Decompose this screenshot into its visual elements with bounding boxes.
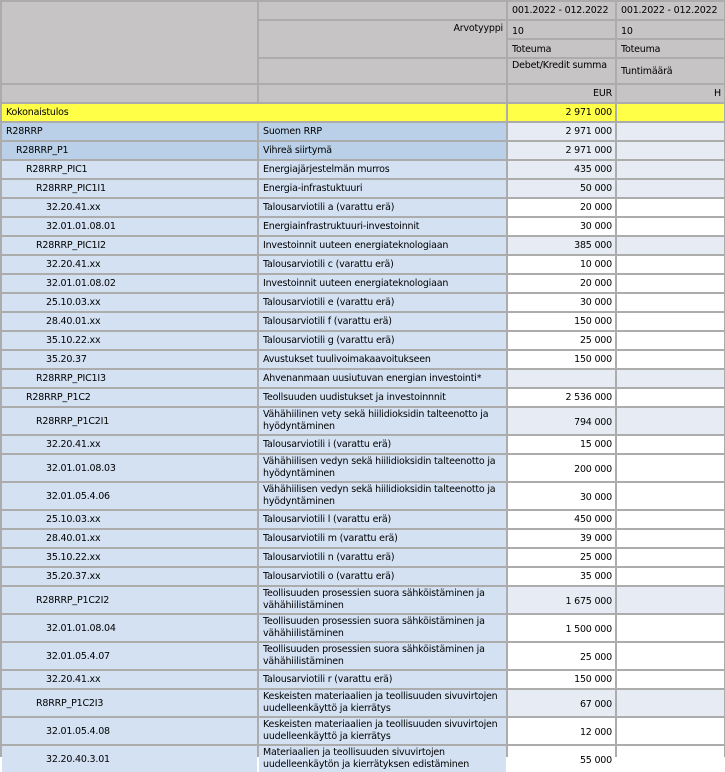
row-value[interactable]: 450 000 — [508, 511, 615, 528]
row-code[interactable]: 28.40.01.xx — [2, 530, 257, 547]
row-value[interactable] — [508, 370, 615, 387]
row-name: Vähähiilinen vety sekä hiilidioksidin talteenotto ja hyödyntäminen — [259, 408, 506, 434]
row-name: Talousarviotili l (varattu erä) — [259, 511, 506, 528]
header-label-measure — [259, 59, 506, 83]
row-name: Talousarviotili f (varattu erä) — [259, 313, 506, 330]
row-name: Keskeisten materiaalien ja teollisuuden sivuvirtojen uudelleenkäyttö ja kierrätys — [259, 690, 506, 716]
row-hours[interactable] — [617, 511, 724, 528]
row-hours[interactable] — [617, 218, 724, 235]
row-value[interactable]: 50 000 — [508, 180, 615, 197]
row-code[interactable]: 32.20.41.xx — [2, 256, 257, 273]
row-name: Ahvenanmaan uusiutuvan energian investointi* — [259, 370, 506, 387]
row-hours[interactable] — [617, 568, 724, 585]
row-name: Talousarviotili a (varattu erä) — [259, 199, 506, 216]
row-hours[interactable] — [617, 549, 724, 566]
row-hours[interactable] — [617, 161, 724, 178]
row-value[interactable]: 12 000 — [508, 718, 615, 744]
row-value[interactable]: 150 000 — [508, 313, 615, 330]
row-hours[interactable] — [617, 483, 724, 509]
row-value[interactable]: 2 971 000 — [508, 142, 615, 159]
row-hours[interactable] — [617, 615, 724, 641]
row-hours[interactable] — [617, 746, 724, 772]
row-value[interactable]: 67 000 — [508, 690, 615, 716]
row-name: Vihreä siirtymä — [259, 142, 506, 159]
row-value[interactable]: 385 000 — [508, 237, 615, 254]
total-value[interactable]: 2 971 000 — [508, 104, 615, 121]
row-value[interactable]: 35 000 — [508, 568, 615, 585]
row-name: Materiaalien ja teollisuuden sivuvirtojen uudelleenkäytön ja kierrätyksen edistäminen — [259, 746, 506, 772]
header-corner — [2, 2, 257, 83]
header-corner-unit-row — [2, 85, 257, 102]
row-hours[interactable] — [617, 671, 724, 688]
row-name: Energiainfrastruktuuri-investoinnit — [259, 218, 506, 235]
row-value[interactable]: 150 000 — [508, 671, 615, 688]
row-hours[interactable] — [617, 690, 724, 716]
header-label-unit — [259, 85, 506, 102]
row-value[interactable]: 30 000 — [508, 218, 615, 235]
row-code[interactable]: 35.20.37 — [2, 351, 257, 368]
row-value[interactable]: 25 000 — [508, 549, 615, 566]
row-code[interactable]: R28RRP_PIC1I1 — [2, 180, 257, 197]
period-col2[interactable]: 001.2022 - 012.2022 — [617, 2, 724, 19]
row-code[interactable]: R28RRP_P1 — [2, 142, 257, 159]
measure-col2[interactable]: Tuntimäärä — [617, 59, 724, 83]
row-name: Talousarviotili e (varattu erä) — [259, 294, 506, 311]
row-name: Energia-infrastuktuuri — [259, 180, 506, 197]
row-code[interactable]: 32.20.41.xx — [2, 199, 257, 216]
row-value[interactable]: 10 000 — [508, 256, 615, 273]
row-hours[interactable] — [617, 294, 724, 311]
category-col2[interactable]: Toteuma — [617, 40, 724, 57]
row-name: Teollisuuden prosessien suora sähköistäminen ja vähähiilistäminen — [259, 587, 506, 613]
row-name: Investoinnit uuteen energiateknologiaan — [259, 237, 506, 254]
row-value[interactable]: 39 000 — [508, 530, 615, 547]
row-code[interactable]: R8RRP_P1C2I3 — [2, 690, 257, 716]
row-value[interactable]: 20 000 — [508, 275, 615, 292]
total-hours[interactable] — [617, 104, 724, 121]
row-value[interactable]: 1 500 000 — [508, 615, 615, 641]
row-code[interactable]: 32.01.01.08.02 — [2, 275, 257, 292]
row-hours[interactable] — [617, 718, 724, 744]
row-name: Talousarviotili g (varattu erä) — [259, 332, 506, 349]
row-value[interactable]: 1 675 000 — [508, 587, 615, 613]
row-value[interactable]: 2 536 000 — [508, 389, 615, 406]
row-name: Vähähiilisen vedyn sekä hiilidioksidin talteenotto ja hyödyntäminen — [259, 455, 506, 481]
row-code[interactable]: 32.20.41.xx — [2, 671, 257, 688]
row-code[interactable]: 32.01.01.08.01 — [2, 218, 257, 235]
row-name: Suomen RRP — [259, 123, 506, 140]
row-hours[interactable] — [617, 256, 724, 273]
row-value[interactable]: 15 000 — [508, 436, 615, 453]
row-value[interactable]: 25 000 — [508, 643, 615, 669]
row-hours[interactable] — [617, 408, 724, 434]
row-code[interactable]: 32.01.05.4.08 — [2, 718, 257, 744]
row-hours[interactable] — [617, 199, 724, 216]
category-col1[interactable]: Toteuma — [508, 40, 615, 57]
row-name: Investoinnit uuteen energiateknologiaan — [259, 275, 506, 292]
value-type-label: Arvotyyppi — [259, 21, 506, 57]
period-col1[interactable]: 001.2022 - 012.2022 — [508, 2, 615, 19]
row-value[interactable]: 200 000 — [508, 455, 615, 481]
row-hours[interactable] — [617, 530, 724, 547]
row-code[interactable]: 35.10.22.xx — [2, 549, 257, 566]
row-name: Avustukset tuulivoimakaavoitukseen — [259, 351, 506, 368]
row-name: Teollsuuden uudistukset ja investoinnnit — [259, 389, 506, 406]
row-name: Talousarviotili c (varattu erä) — [259, 256, 506, 273]
row-name: Vähähiilisen vedyn sekä hiilidioksidin talteenotto ja hyödyntäminen — [259, 483, 506, 509]
row-code[interactable]: R28RRP_P1C2I1 — [2, 408, 257, 434]
row-name: Keskeisten materiaalien ja teollisuuden sivuvirtojen uudelleenkäyttö ja kierrätys — [259, 718, 506, 744]
row-name: Talousarviotili i (varattu erä) — [259, 436, 506, 453]
row-value[interactable]: 435 000 — [508, 161, 615, 178]
row-hours[interactable] — [617, 123, 724, 140]
row-code[interactable]: 32.01.05.4.06 — [2, 483, 257, 509]
measure-col1[interactable]: Debet/Kredit summa — [508, 59, 615, 83]
row-hours[interactable] — [617, 237, 724, 254]
row-value[interactable]: 150 000 — [508, 351, 615, 368]
row-value[interactable]: 794 000 — [508, 408, 615, 434]
row-code[interactable]: 35.20.37.xx — [2, 568, 257, 585]
row-code[interactable]: 28.40.01.xx — [2, 313, 257, 330]
row-name: Energiajärjestelmän murros — [259, 161, 506, 178]
row-hours[interactable] — [617, 455, 724, 481]
row-code[interactable]: R28RRP_P1C2 — [2, 389, 257, 406]
row-hours[interactable] — [617, 436, 724, 453]
row-code[interactable]: R28RRP_PIC1 — [2, 161, 257, 178]
row-code[interactable]: R28RRP — [2, 123, 257, 140]
row-name: Teollisuuden prosessien suora sähköistäminen ja vähähiilistäminen — [259, 615, 506, 641]
row-name: Talousarviotili r (varattu erä) — [259, 671, 506, 688]
value-type-col2[interactable]: 10 — [617, 21, 724, 38]
unit-col1: EUR — [508, 85, 615, 102]
row-hours[interactable] — [617, 370, 724, 387]
row-hours[interactable] — [617, 643, 724, 669]
row-hours[interactable] — [617, 587, 724, 613]
row-name: Talousarviotili o (varattu erä) — [259, 568, 506, 585]
row-name: Talousarviotili n (varattu erä) — [259, 549, 506, 566]
row-value[interactable]: 2 971 000 — [508, 123, 615, 140]
row-code[interactable]: 35.10.22.xx — [2, 332, 257, 349]
row-code[interactable]: 25.10.03.xx — [2, 294, 257, 311]
row-hours[interactable] — [617, 351, 724, 368]
row-name: Teollisuuden prosessien suora sähköistäminen ja vähähiilistäminen — [259, 643, 506, 669]
unit-col2: H — [617, 85, 724, 102]
row-value[interactable]: 30 000 — [508, 294, 615, 311]
value-type-col1[interactable]: 10 — [508, 21, 615, 38]
row-name: Talousarviotili m (varattu erä) — [259, 530, 506, 547]
total-label[interactable]: Kokonaistulos — [2, 104, 506, 121]
row-hours[interactable] — [617, 275, 724, 292]
row-code[interactable]: 25.10.03.xx — [2, 511, 257, 528]
row-value[interactable]: 25 000 — [508, 332, 615, 349]
row-hours[interactable] — [617, 332, 724, 349]
row-hours[interactable] — [617, 389, 724, 406]
row-value[interactable]: 30 000 — [508, 483, 615, 509]
row-code[interactable]: 32.01.01.08.03 — [2, 455, 257, 481]
row-value[interactable]: 20 000 — [508, 199, 615, 216]
row-hours[interactable] — [617, 142, 724, 159]
row-code[interactable]: 32.20.40.3.01 — [2, 746, 257, 772]
row-code[interactable]: 32.01.01.08.04 — [2, 615, 257, 641]
row-hours[interactable] — [617, 313, 724, 330]
row-value[interactable]: 55 000 — [508, 746, 615, 772]
row-code[interactable]: R28RRP_P1C2I2 — [2, 587, 257, 613]
header-label-period — [259, 2, 506, 19]
row-code[interactable]: R28RRP_PIC1I3 — [2, 370, 257, 387]
row-code[interactable]: 32.20.41.xx — [2, 436, 257, 453]
row-code[interactable]: R28RRP_PIC1I2 — [2, 237, 257, 254]
row-hours[interactable] — [617, 180, 724, 197]
row-code[interactable]: 32.01.05.4.07 — [2, 643, 257, 669]
